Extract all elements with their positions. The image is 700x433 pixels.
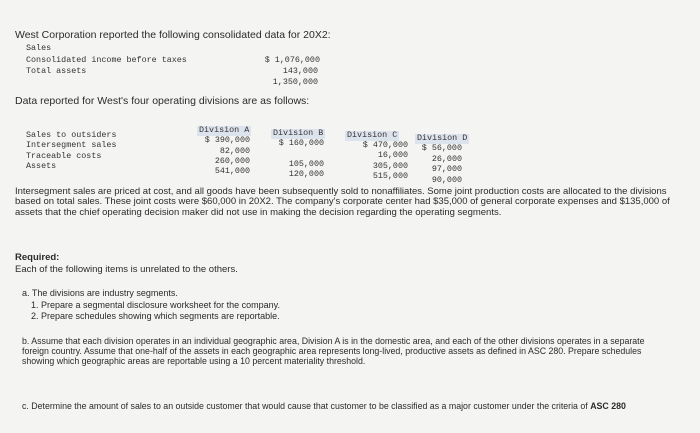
cell-d-traceable: 97,000 [431, 164, 462, 174]
part-a-item-2: 2. Prepare schedules showing which segments are reportable. [31, 311, 280, 321]
intro-label-assets: Total assets [26, 66, 87, 76]
required-label: Required: [15, 252, 60, 263]
cell-b-assets: 120,000 [288, 169, 324, 179]
intro-label-income: Consolidated income before taxes [26, 55, 187, 65]
header-division-b: Division B [273, 128, 324, 138]
cell-b-traceable: 105,000 [288, 159, 324, 169]
intro-value-sales: $ 1,076,000 [264, 55, 320, 65]
intersegment-paragraph: Intersegment sales are priced at cost, and all goods have been subsequently sold to nonaffiliates. Some joint production costs are allocated to the divisions based on total sales. These joint costs were $60,000 in 20X2. The company's corporate center had $35,000 of general corporate expenses and $135,000 of assets that the chief operating decision maker did not use in making the decision regarding the operating segments. [15, 186, 670, 218]
intro-value-income: 143,000 [282, 66, 318, 76]
cell-a-traceable: 260,000 [214, 156, 250, 166]
cell-a-assets: 541,000 [214, 166, 250, 176]
intro-title: West Corporation reported the following consolidated data for 20X2: [15, 29, 331, 41]
header-division-c: Division C [347, 130, 398, 140]
row-label-sales-outsiders: Sales to outsiders [26, 130, 117, 140]
cell-c-intersegment: 16,000 [377, 150, 408, 160]
cell-c-assets: 515,000 [372, 171, 408, 181]
part-c-text [22, 401, 662, 411]
part-c-main: c. Determine the amount of sales to an outside customer that would cause that customer to be classified as a major customer under the criteria of [22, 401, 588, 411]
part-a-item-1: 1. Prepare a segmental disclosure worksheet for the company. [31, 300, 280, 310]
cell-d-intersegment: 26,000 [431, 154, 462, 164]
intro-value-assets: 1,350,000 [272, 77, 318, 87]
row-label-traceable: Traceable costs [26, 151, 102, 161]
cell-d-sales: $ 56,000 [421, 143, 462, 153]
cell-c-traceable: 305,000 [372, 161, 408, 171]
cell-b-sales: $ 160,000 [278, 138, 324, 148]
required-subtitle: Each of the following items is unrelated to the others. [15, 264, 238, 275]
header-division-d: Division D [417, 133, 468, 143]
header-division-a: Division A [199, 125, 250, 135]
part-c-asc: ASC 280 [590, 401, 626, 411]
part-b-text: b. Assume that each division operates in an individual geographic area, Division A is in the domestic area, and each of the other divisions operates in a separate foreign country. Assume that one-half of the assets in each geographic area represents long-lived, productive assets as defined in ASC 280. Prepare schedules showing which geographic areas are reportable using a 10 percent materiality threshold. [22, 336, 645, 366]
part-a-intro: a. The divisions are industry segments. [22, 288, 178, 298]
intro-label-sales: Sales [26, 43, 52, 53]
divisions-heading: Data reported for West's four operating divisions are as follows: [15, 95, 310, 107]
row-label-intersegment: Intersegment sales [26, 140, 117, 150]
cell-c-sales: $ 470,000 [362, 140, 408, 150]
cell-a-intersegment: 82,000 [219, 146, 250, 156]
cell-a-sales: $ 390,000 [204, 135, 250, 145]
cell-d-assets: 90,000 [431, 175, 462, 185]
row-label-assets: Assets [26, 161, 57, 171]
